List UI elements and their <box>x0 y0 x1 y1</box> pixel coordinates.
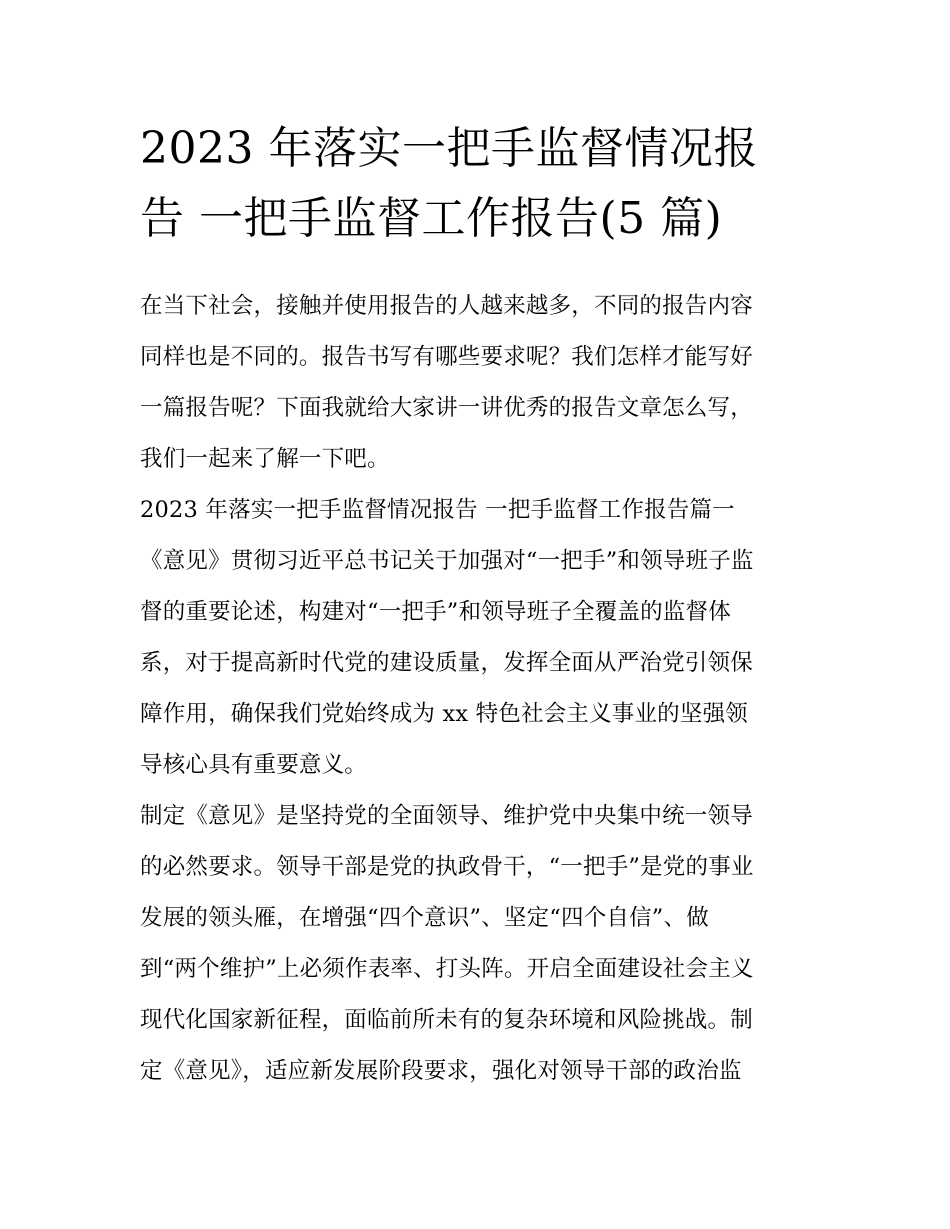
document-body <box>140 281 820 1097</box>
opinion-line-5: 导核心具有重要意义。 <box>140 752 368 778</box>
intro-line-4: 我们一起来了解一下吧。 <box>140 446 390 472</box>
opinion-paragraph <box>140 536 820 791</box>
title-line-1: 2023 年落实一把手监督情况报 <box>140 123 758 174</box>
requirement-line-5: 现代化国家新征程，面临前所未有的复杂环境和风险挑战。制 <box>140 1007 753 1033</box>
title-line-2: 告 一把手监督工作报告(5 篇) <box>140 193 723 244</box>
opinion-line-3: 系，对于提高新时代党的建设质量，发挥全面从严治党引领保 <box>140 650 753 676</box>
intro-line-2: 同样也是不同的。报告书写有哪些要求呢？我们怎样才能写好 <box>140 344 753 370</box>
requirement-line-1: 制定《意见》是坚持党的全面领导、维护党中央集中统一领导 <box>140 803 753 829</box>
intro-line-3: 一篇报告呢？下面我就给大家讲一讲优秀的报告文章怎么写， <box>140 395 753 421</box>
requirement-line-6: 定《意见》，适应新发展阶段要求，强化对领导干部的政治监 <box>140 1058 742 1084</box>
document-title <box>140 114 820 254</box>
opinion-line-4: 障作用，确保我们党始终成为 xx 特色社会主义事业的坚强领 <box>140 701 748 727</box>
requirement-line-4: 到“两个维护”上必须作表率、打头阵。开启全面建设社会主义 <box>140 956 754 982</box>
section-heading: 2023 年落实一把手监督情况报告 一把手监督工作报告篇一 <box>140 497 735 523</box>
requirement-paragraph <box>140 791 820 1097</box>
requirement-line-3: 发展的领头雁，在增强“四个意识”、坚定“四个自信”、做 <box>140 905 709 931</box>
intro-line-1: 在当下社会，接触并使用报告的人越来越多，不同的报告内容 <box>140 293 753 319</box>
requirement-line-2: 的必然要求。领导干部是党的执政骨干，“一把手”是党的事业 <box>140 854 754 880</box>
opinion-line-1: 《意见》贯彻习近平总书记关于加强对“一把手”和领导班子监 <box>140 548 754 574</box>
opinion-line-2: 督的重要论述，构建对“一把手”和领导班子全覆盖的监督体 <box>140 599 731 625</box>
intro-paragraph <box>140 281 820 485</box>
